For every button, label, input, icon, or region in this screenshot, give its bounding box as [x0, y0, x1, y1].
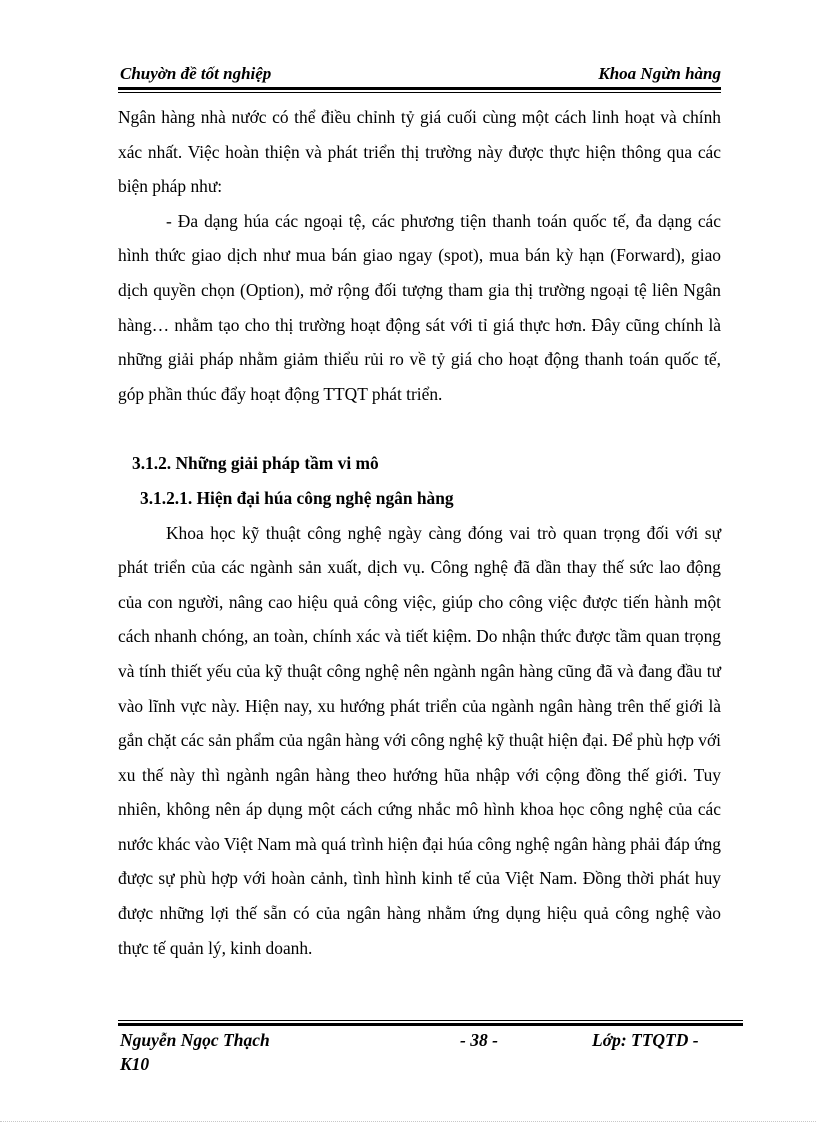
footer-author-cohort: K10	[120, 1054, 150, 1074]
header-document-type: Chuyờn đề tốt nghiệp	[120, 64, 272, 83]
footer-author-name: Nguyễn Ngọc Thạch	[120, 1030, 270, 1050]
section-heading: 3.1.2. Những giải pháp tầm vi mô	[132, 453, 379, 474]
footer-rule-thick	[118, 1023, 743, 1026]
page-header	[118, 64, 721, 86]
footer-author	[120, 1028, 320, 1076]
page-body	[118, 100, 721, 965]
paragraph-bullet: - Đa dạng húa các ngoại tệ, các phương tiện thanh toán quốc tế, đa dạng các hình thức giao dịch như mua bán giao ngay (spot), mua bán kỳ hạn (Forward), giao dịch quyền chọn (Option), mở rộng đối tượng tham gia thị trường ngoại tệ liên Ngân hàng… nhằm tạo cho thị trường hoạt động sát với tỉ giá thực hơn. Đây cũng chính là những giải pháp nhằm giảm thiểu rủi ro về tỷ giá cho hoạt động thanh toán quốc tế, góp phần thúc đẩy hoạt động TTQT phát triển.	[118, 210, 721, 404]
paragraph-body: Khoa học kỹ thuật công nghệ ngày càng đóng vai trò quan trọng đối với sự phát triển của các ngành sản xuất, dịch vụ. Công nghệ đã dần thay thế sức lao động của con người, nâng cao hiệu quả công việc, giúp cho công việc được tiến hành một cách nhanh chóng, an toàn, chính xác và tiết kiệm. Do nhận thức được tầm quan trọng và tính thiết yếu của kỹ thuật công nghệ nên ngành ngân hàng cũng đã và đang đầu tư vào lĩnh vực này. Hiện nay, xu hướng phát triển của ngành ngân hàng trên thế giới là gắn chặt các sản phẩm của ngân hàng với công nghệ kỹ thuật hiện đại. Để phù hợp với xu thế này thì ngành ngân hàng theo hướng hũa nhập với cộng đồng thế giới. Tuy nhiên, không nên áp dụng một cách cứng nhắc mô hình khoa học công nghệ của các nước khác vào Việt Nam mà quá trình hiện đại húa công nghệ ngân hàng phải đáp ứng được sự phù hợp với hoàn cảnh, tình hình kinh tế của Việt Nam. Đồng thời phát huy được những lợi thế sẵn có của ngân hàng nhằm ứng dụng hiệu quả công nghệ vào thực tế quản lý, kinh doanh.	[118, 522, 721, 958]
section-gap	[118, 411, 721, 446]
footer-rule-thin	[118, 1020, 743, 1021]
header-faculty: Khoa Ngừn hàng	[598, 64, 721, 83]
page-number: - 38 -	[460, 1030, 498, 1050]
paragraph-continuation: Ngân hàng nhà nước có thể điều chỉnh tỷ giá cuối cùng một cách linh hoạt và chính xác nhất. Việc hoàn thiện và phát triển thị trường này được thực hiện thông qua các biện pháp như:	[118, 107, 721, 197]
header-rule-thin	[118, 92, 721, 93]
header-rule-thick	[118, 87, 721, 90]
page-bottom-border	[0, 1121, 816, 1122]
footer-class: Lớp: TTQTD -	[592, 1030, 699, 1050]
subsection-heading: 3.1.2.1. Hiện đại húa công nghệ ngân hàng	[140, 487, 454, 508]
